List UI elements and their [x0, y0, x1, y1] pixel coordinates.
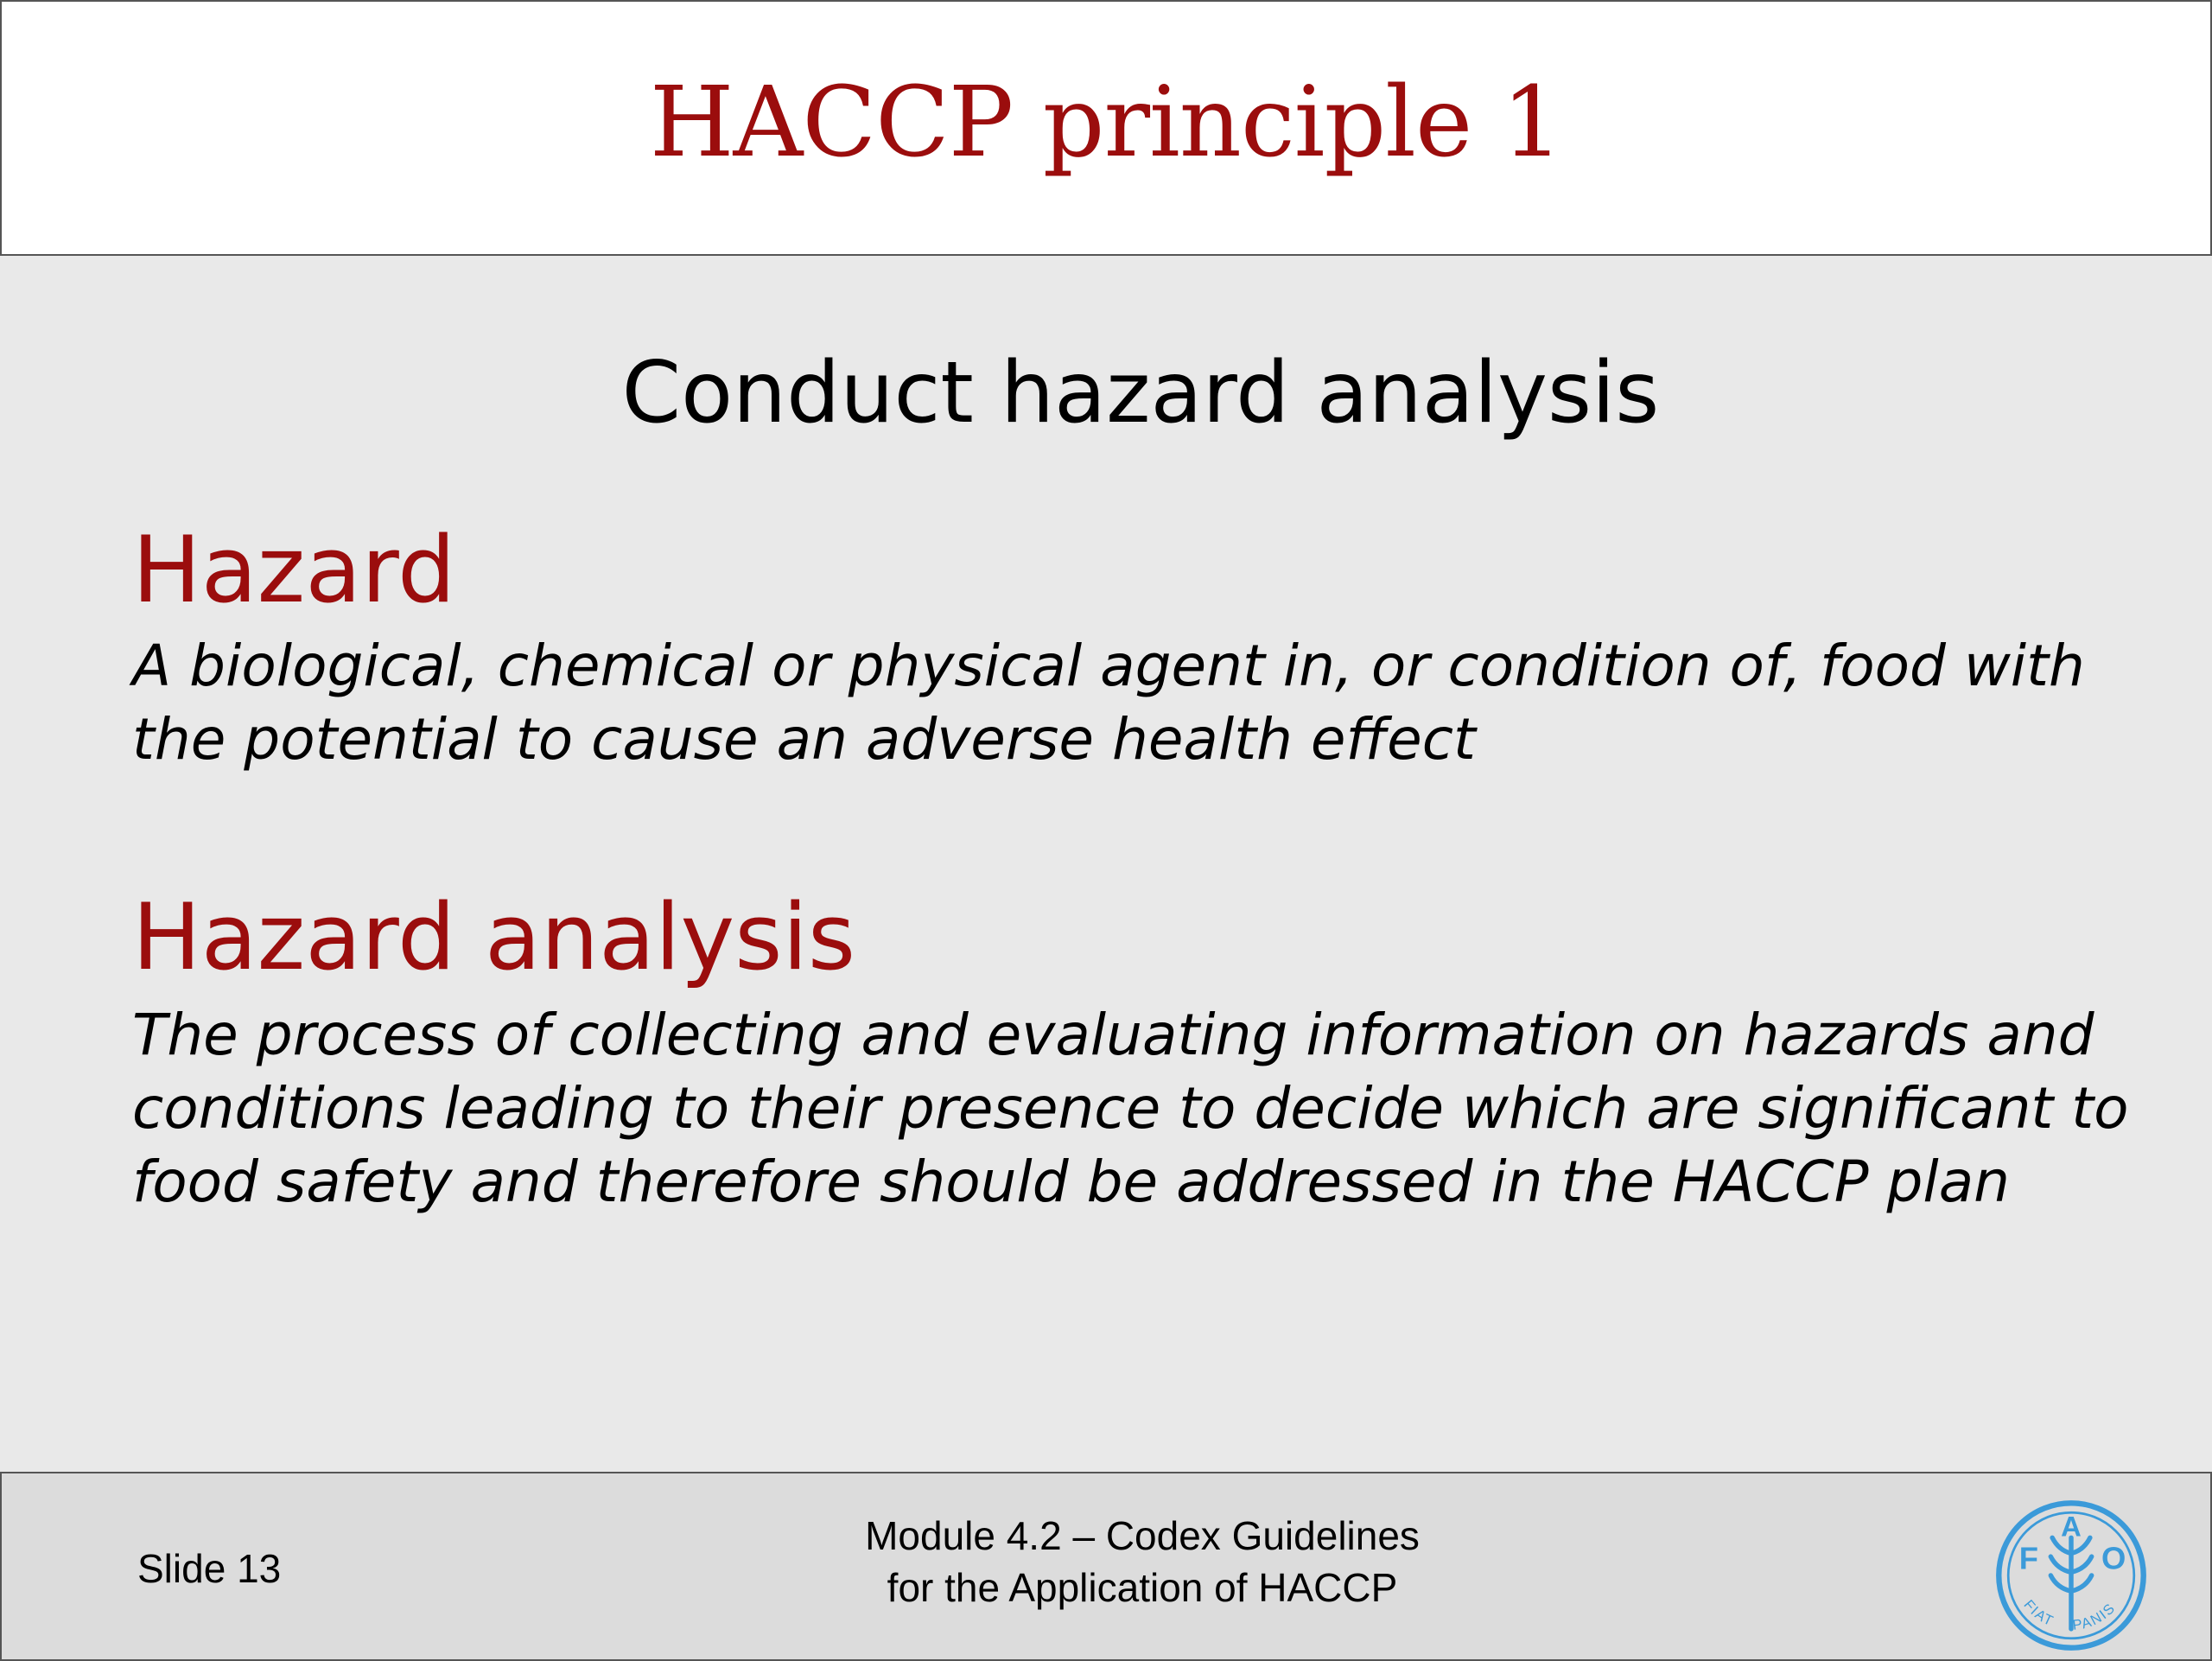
- module-caption: [2, 1510, 2212, 1613]
- logo-letter-a: A: [2061, 1510, 2082, 1543]
- term-hazard: Hazard: [132, 517, 456, 623]
- logo-letter-f: F: [2018, 1540, 2038, 1576]
- slide-title: HACCP principle 1: [649, 67, 1563, 179]
- slide-footer: [0, 1472, 2212, 1661]
- slide-subtitle: Conduct hazard analysis: [621, 344, 1660, 442]
- definition-hazard-analysis: The process of collecting and evaluating information on hazards and conditions leading to their presence to decide which are significant to food safety and therefore should be addressed in the HACCP plan: [132, 1002, 2129, 1215]
- term-hazard-analysis: Hazard analysis: [132, 884, 856, 990]
- slide-number: Slide 13: [137, 1546, 282, 1591]
- logo-letter-o: O: [2101, 1540, 2126, 1576]
- slide-header: [0, 0, 2212, 256]
- logo-motto: FIAT PANIS: [2020, 1596, 2120, 1633]
- module-caption-line2: for the Application of HACCP: [887, 1565, 1398, 1610]
- fao-logo-icon: [1993, 1497, 2150, 1654]
- module-caption-line1: Module 4.2 – Codex Guidelines: [865, 1513, 1420, 1558]
- definition-hazard: A biological, chemical or physical agent in, or condition of, food with the potential to cause an adverse health effect: [132, 633, 2085, 773]
